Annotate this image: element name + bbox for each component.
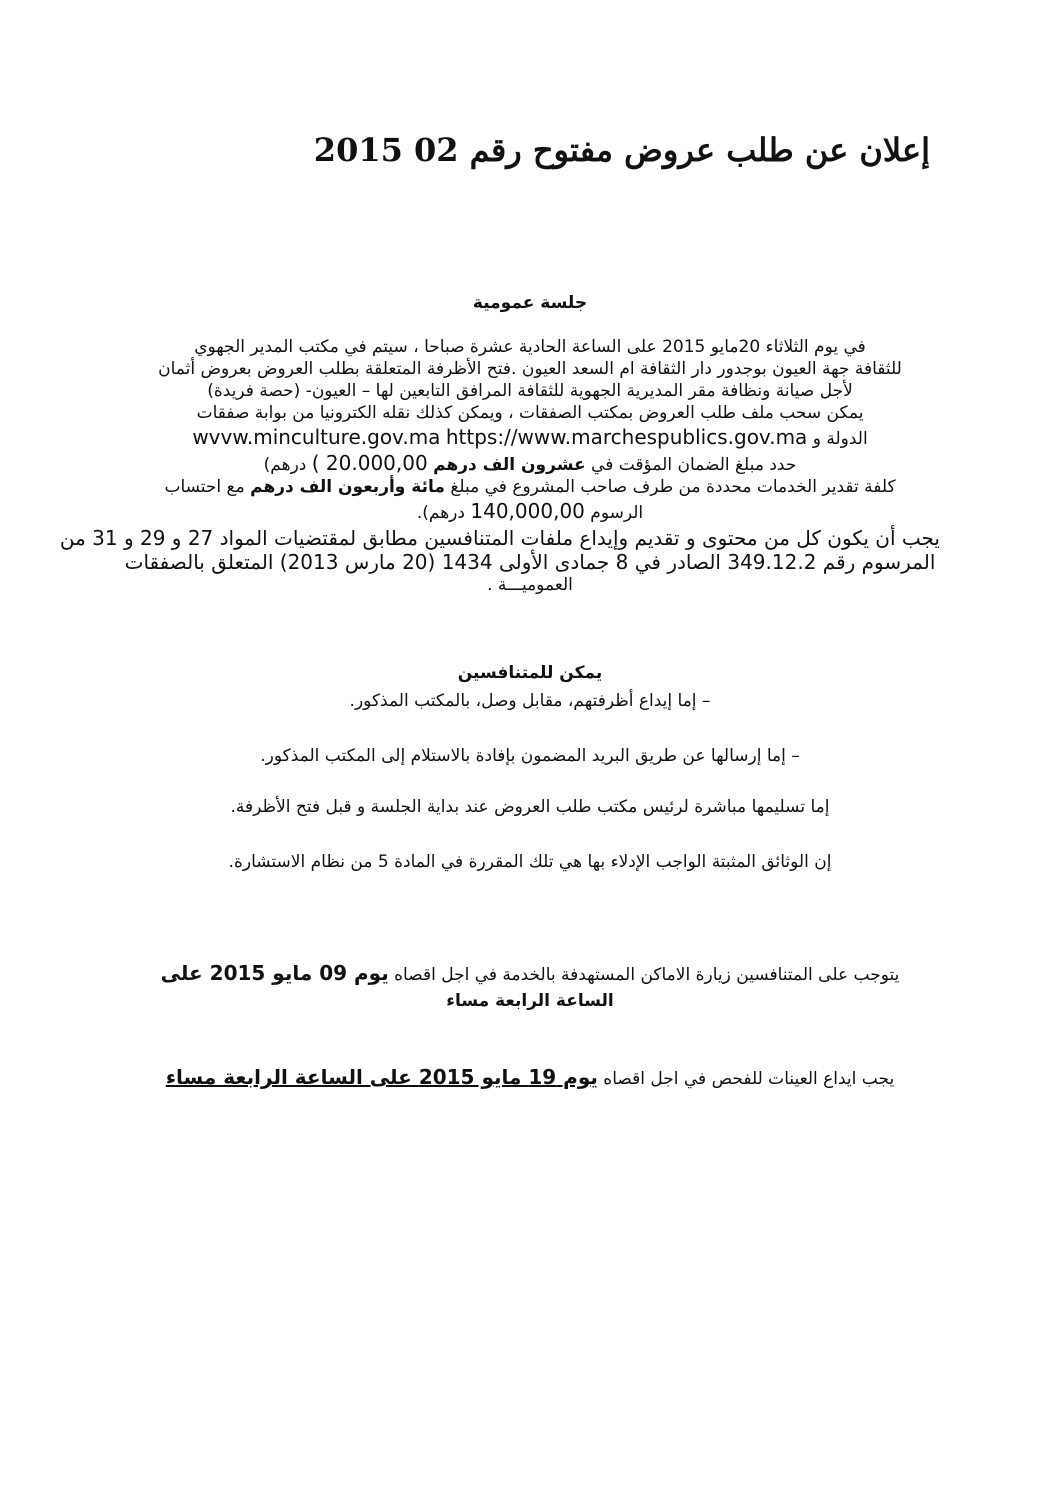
minculture-link[interactable]: wvvw.minculture.gov.ma bbox=[192, 425, 441, 449]
session-line-5-prefix: الدولة و bbox=[812, 429, 868, 449]
visit-bold: يوم 09 مايو 2015 على bbox=[160, 961, 389, 985]
law-line-2: المرسوم رقم 349.12.2 الصادر في 8 جمادى الأولى 1434 (20 مارس 2013) المتعلق بالصفقات bbox=[124, 550, 936, 574]
session-line-2: للثقافة جهة العيون بوجدور دار الثقافة ام السعد العيون .فتح الأظرفة المتعلقة بطلب العروض بعروض أثمان bbox=[158, 359, 902, 379]
documents-note: إن الوثائق المثبتة الواجب الإدلاء بها هي تلك المقررة في المادة 5 من نظام الاستشارة. bbox=[228, 852, 832, 872]
session-line-5 bbox=[120, 424, 940, 452]
cost-line-2-suffix: درهم). bbox=[416, 503, 465, 523]
law-line-1: يجب أن يكون كل من محتوى و تقديم وإيداع ملفات المتنافسين مطابق لمقتضيات المواد 27 و 29 و 31 من bbox=[59, 526, 940, 550]
option-1-block bbox=[120, 690, 940, 713]
samples-bold: يوم 19 مايو 2015 على الساعة الرابعة مساء bbox=[165, 1065, 598, 1089]
cost-line-1 bbox=[120, 476, 940, 498]
option-2-block bbox=[120, 745, 940, 768]
samples-line bbox=[120, 1066, 940, 1091]
session-paragraph bbox=[59, 336, 940, 596]
option-3: إما تسليمها مباشرة لرئيس مكتب طلب العروض عند بداية الجلسة و قبل فتح الأظرفة. bbox=[230, 797, 830, 817]
announcement-title: إعلان عن طلب عروض مفتوح رقم 02 2015 bbox=[313, 131, 930, 169]
session-line-3: لأجل صيانة ونظافة مقر المديرية الجهوية للثقافة المرافق التابعين لها – العيون- (حصة فريدة) bbox=[207, 381, 853, 401]
option-2: – إما إرسالها عن طريق البريد المضمون بإفادة بالاستلام إلى المكتب المذكور. bbox=[260, 746, 800, 766]
cost-bold: مائة وأربعون الف درهم bbox=[250, 477, 445, 497]
visit-line-2: الساعة الرابعة مساء bbox=[446, 991, 614, 1011]
samples-block bbox=[120, 1066, 940, 1091]
visit-block bbox=[120, 960, 940, 1014]
session-line-4: يمكن سحب ملف طلب العروض بمكتب الصفقات ، ويمكن كذلك نقله الكترونيا من بوابة صفقات bbox=[196, 403, 864, 423]
session-line-1: في يوم الثلاثاء 20مايو 2015 على الساعة الحادية عشرة صباحا ، سيتم في مكتب المدير الجهوي bbox=[194, 337, 866, 357]
guarantee-suffix: درهم) bbox=[263, 455, 307, 475]
guarantee-prefix: حدد مبلغ الضمان المؤقت في bbox=[591, 455, 797, 475]
law-line-3: العموميـــة . bbox=[487, 575, 573, 595]
competitors-heading: يمكن للمتنافسين bbox=[457, 663, 603, 683]
session-heading-block bbox=[120, 292, 940, 315]
option-1: – إما إيداع أظرفتهم، مقابل وصل، بالمكتب المذكور. bbox=[349, 691, 711, 711]
competitors-heading-block bbox=[120, 662, 940, 685]
option-3-block bbox=[120, 796, 940, 819]
visit-line-1 bbox=[120, 960, 940, 988]
guarantee-amount: ( 20.000,00 bbox=[311, 451, 428, 475]
samples-prefix: يجب ايداع العينات للفحص في اجل اقصاه bbox=[603, 1069, 895, 1089]
cost-suffix: مع احتساب bbox=[164, 477, 245, 497]
cost-line-2 bbox=[120, 498, 940, 526]
cost-prefix: كلفة تقدير الخدمات محددة من طرف صاحب المشروع في مبلغ bbox=[450, 477, 896, 497]
cost-amount: 140,000,00 bbox=[470, 499, 585, 523]
documents-block bbox=[120, 851, 940, 874]
guarantee-line bbox=[120, 452, 940, 476]
marchespublics-link[interactable]: https://www.marchespublics.gov.ma bbox=[445, 425, 808, 449]
cost-line-2-prefix: الرسوم bbox=[590, 503, 644, 523]
session-heading: جلسة عمومية bbox=[472, 293, 588, 313]
guarantee-bold: عشرون الف درهم bbox=[433, 455, 586, 475]
visit-prefix: يتوجب على المتنافسين زيارة الاماكن المستهدفة بالخدمة في اجل اقصاه bbox=[394, 965, 900, 985]
